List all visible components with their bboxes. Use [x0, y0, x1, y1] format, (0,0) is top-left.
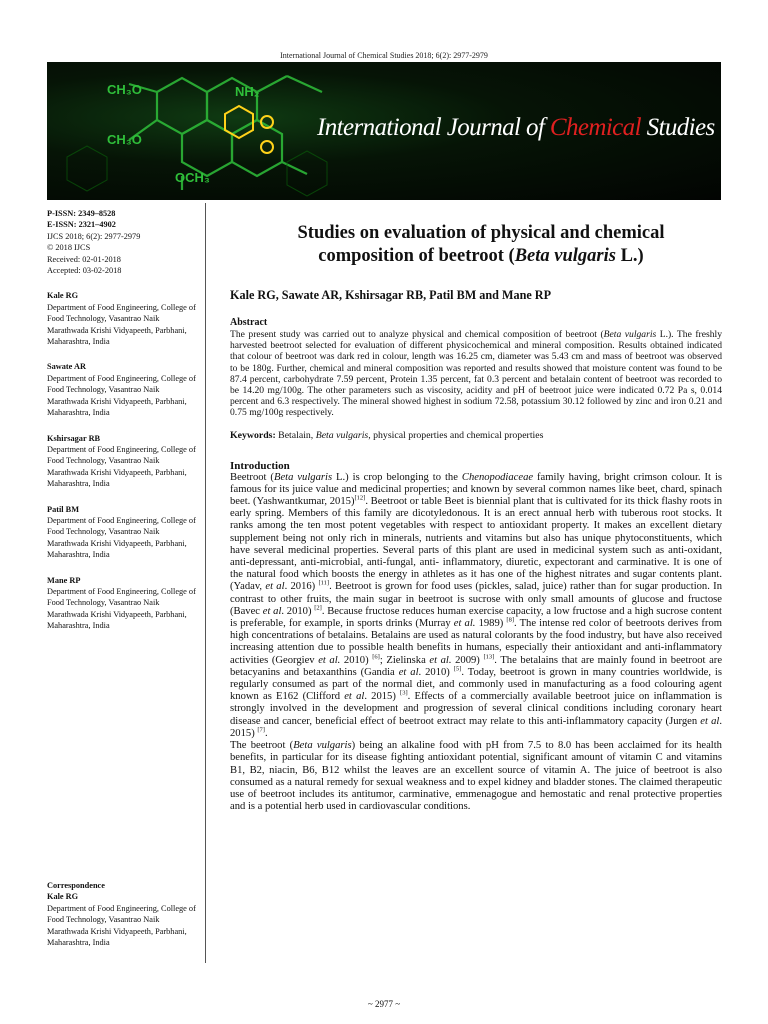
- author-affiliation: [47, 290, 197, 347]
- text-run: et al: [344, 691, 365, 703]
- abstract-heading: Abstract: [230, 317, 268, 328]
- text-run: et al.: [453, 618, 476, 630]
- text-run: family having, bright crimson colour. It is famous for its juice value and medicinal properties; and known by several common names like beet, chard, spinach beet. (Yashwantkumar, 2015): [230, 471, 723, 508]
- text-run: L.) is crop belonging to the: [332, 471, 462, 483]
- article-body: [230, 222, 722, 813]
- text-run: .: [264, 727, 268, 739]
- text-run: 2009): [451, 654, 484, 666]
- citation-ref: [3]: [400, 689, 408, 697]
- received-date: Received: 02-01-2018: [47, 254, 121, 264]
- author-name: Sawate AR: [47, 362, 86, 372]
- text-run: . The intense red color of beetroots derives from high concentrations of betalains. Betalains are used as natural colorants by the food industry, but have also received increasing attention due to possible health benefits in humans, especially their antioxidant and anti-inflammatory activities (Georgiev: [230, 618, 722, 666]
- journal-title: International Journal of Chemical Studies: [317, 114, 715, 141]
- text-run: . Beetroot is grown for food uses (pickles, salad, juice) rather than for sugar production. In contrast to other fruits, the main sugar in beetroot is sucrose with only small amounts of glucose and fructose (Bavec: [230, 581, 722, 617]
- author-name: Patil BM: [47, 504, 80, 514]
- text-run: . Today, beetroot is grown in many countries worldwide, is regularly consumed as part of the normal diet, and commonly used in manufacturing as a food colouring agent known as E162 (Clifford: [230, 666, 722, 703]
- text-run: . 2010): [281, 605, 315, 617]
- journal-header-line: International Journal of Chemical Studies 2018; 6(2): 2977-2979: [280, 51, 488, 60]
- copyright: © 2018 IJCS: [47, 243, 91, 253]
- molecule-label: OCH₃: [175, 170, 210, 185]
- author-affiliation: [47, 433, 197, 490]
- author-affiliation: [47, 504, 197, 561]
- correspondence-affiliation: Department of Food Engineering, College of Food Technology, Vasantrao Naik Marathwada Krishi Vidyapeeth, Parbhani, Maharashtra, India: [47, 903, 196, 948]
- citation-ref: [13]: [483, 653, 495, 661]
- page-number: ~ 2977 ~: [367, 999, 401, 1009]
- author-name: Mane RP: [47, 575, 81, 585]
- introduction-heading: Introduction: [230, 459, 290, 472]
- introduction-paragraph: [230, 472, 722, 740]
- pissn: P-ISSN: 2349–8528: [47, 209, 116, 218]
- ijcs-citation: IJCS 2018; 6(2): 2977-2979: [47, 231, 141, 241]
- text-run: et al: [398, 666, 419, 678]
- citation-ref: [5]: [453, 665, 462, 673]
- text-run: Beetroot (: [230, 471, 274, 483]
- author-name: Kshirsagar RB: [47, 433, 101, 443]
- text-run: The beetroot (: [230, 740, 294, 752]
- text-run: et al: [262, 605, 282, 617]
- text-run: . 2015): [364, 691, 401, 703]
- article-title: Studies on evaluation of physical and chemical composition of beetroot (Beta vulgaris L.): [297, 223, 665, 266]
- citation-ref: [2]: [314, 604, 322, 612]
- text-run: 2010): [340, 654, 373, 666]
- molecule-label: CH₃O: [107, 82, 142, 97]
- affiliation-text: Department of Food Engineering, College of Food Technology, Vasantrao Naik Marathwada Krishi Vidyapeeth, Parbhani, Maharashtra, India: [47, 302, 196, 347]
- author-affiliation: [47, 575, 197, 632]
- molecule-label: NH₂: [235, 84, 260, 99]
- text-run: Chenopodiaceae: [461, 471, 534, 483]
- text-run: . 2016): [284, 581, 319, 593]
- accepted-date: Accepted: 03-02-2018: [47, 266, 122, 276]
- affiliation-text: Department of Food Engineering, College of Food Technology, Vasantrao Naik Marathwada Krishi Vidyapeeth, Parbhani, Maharashtra, India: [47, 373, 196, 418]
- text-run: Beta vulgaris: [273, 471, 333, 483]
- text-run: . Effects of a commercially available beetroot juice on inflammation is strongly involved in the development and progression of several clinical conditions including coronary heart disease and cancer, beneficial effect of beetroot extract may relate to this anti-inflammatory capacity (Jurgen: [230, 691, 722, 727]
- text-run: . Because fructose reduces human exercise capacity, a low fructose and a high sucrose content is preferable, for example, in sports drinks (Murray: [230, 605, 722, 630]
- text-run: et al.: [429, 654, 452, 666]
- abstract-text: The present study was carried out to analyze physical and chemical composition of beetroot (Beta vulgaris L.). The freshly harvested beetroot selected for evaluation of different physicochemical and mineral composition. Results obtained indicated that colour of beetroot was dark red in colour, length was 16.25 cm, diameter was 5.43 cm and mass of beetroot was observed to be 180g. Further, chemical and mineral composition was reported and results showed that moisture content was found to be 87.4 percent, carbohydrate 7.59 percent, Protein 1.35 percent, fat 0.3 percent and betalain content of beetroot was recorded to be 14.20 mg/100g. The other parameters such as viscosity, acidity and pH of beetroot juice were indicated 0.72 Pa s, 0.014 percent and 6.3 respectively. The mineral showed highest in sodium 72.58, potassium 30.12 followed by zinc and iron 0.21 and 0.75 mg/100g respectively.: [230, 329, 722, 419]
- text-run: . 2010): [418, 666, 454, 678]
- affiliation-text: Department of Food Engineering, College of Food Technology, Vasantrao Naik Marathwada Krishi Vidyapeeth, Parbhani, Maharashtra, India: [47, 586, 196, 631]
- text-run: . Beetroot or table Beet is biennial plant that is cultivated for its thick flashy roots in early spring. Members of this family are dicotyledonous. It is an erect annual herb with tuberous root stocks. It ranks among the ten most potent vegetables with respect to antioxidant property. It makes an excellent dietary supplement being not only rich in minerals, nutrients and vitamins but also has unique phytoconstituents, which have several medicinal properties. Several parts of this plant are used in medicinal system such as anti-oxidant, anti-depressant, anti-microbial, anti-fungal, anti- inflammatory, diuretic, expectorant and carminative. It is one of the natural food which boosts the energy in athletes as it has one of the highest nitrates and sugar contents plant. (Yadav,: [230, 496, 722, 593]
- citation-ref: [6]: [372, 653, 380, 661]
- text-run: Beta vulgaris: [293, 740, 352, 752]
- affiliation-text: Department of Food Engineering, College of Food Technology, Vasantrao Naik Marathwada Krishi Vidyapeeth, Parbhani, Maharashtra, India: [47, 444, 196, 489]
- text-run: ) being an alkaline food with pH from 7.5 to 8.0 has been acclaimed for its health benefits, in particular for its disease fighting antioxidant potential, significant amount of vitamin C and vitamins B1, B2, niacin, B6, B12 whilst the leaves are an excellent source of vitamin A. The juice of beetroot is also consumed as a natural remedy for sexual weakness and to expel kidney and bladder stones. The claimed therapeutic use of beetroot includes its antitumor, carminative, emmenagogue and hemostatic and renal protective properties and is a potential herb used in cardiovascular conditions.: [230, 740, 722, 813]
- citation-ref: [11]: [318, 579, 330, 587]
- correspondence-name: Kale RG: [47, 892, 79, 902]
- citation-ref: [8]: [506, 616, 514, 624]
- text-run: . The betalains that are mainly found in beetroot are betacyanins and betaxanthins (Gandia: [230, 654, 723, 678]
- author-affiliations: [47, 290, 197, 631]
- author-name: Kale RG: [47, 291, 79, 301]
- molecule-label: CH₃O: [107, 132, 142, 147]
- text-run: . 2015): [230, 715, 722, 739]
- correspondence-block: [47, 880, 197, 948]
- citation-ref: [12]: [354, 494, 366, 502]
- text-run: et al.: [318, 654, 341, 666]
- text-run: et al: [265, 581, 285, 593]
- affiliation-text: Department of Food Engineering, College of Food Technology, Vasantrao Naik Marathwada Krishi Vidyapeeth, Parbhani, Maharashtra, India: [47, 515, 196, 560]
- text-run: et al: [700, 715, 720, 727]
- keywords: Keywords: Betalain, Beta vulgaris, physical properties and chemical properties: [230, 429, 544, 441]
- citation-ref: [7]: [257, 726, 265, 734]
- introduction-paragraph: [230, 740, 722, 813]
- journal-banner: [47, 62, 721, 200]
- author-affiliation: [47, 361, 197, 418]
- publication-meta: [47, 208, 197, 276]
- sidebar: [47, 208, 197, 632]
- text-run: ; Zielinska: [379, 654, 430, 666]
- text-run: 1989): [475, 618, 507, 630]
- correspondence-label: Correspondence: [47, 881, 105, 890]
- article-authors: Kale RG, Sawate AR, Kshirsagar RB, Patil BM and Mane RP: [230, 288, 552, 302]
- eissn: E-ISSN: 2321–4902: [47, 220, 116, 230]
- column-divider: [205, 203, 206, 963]
